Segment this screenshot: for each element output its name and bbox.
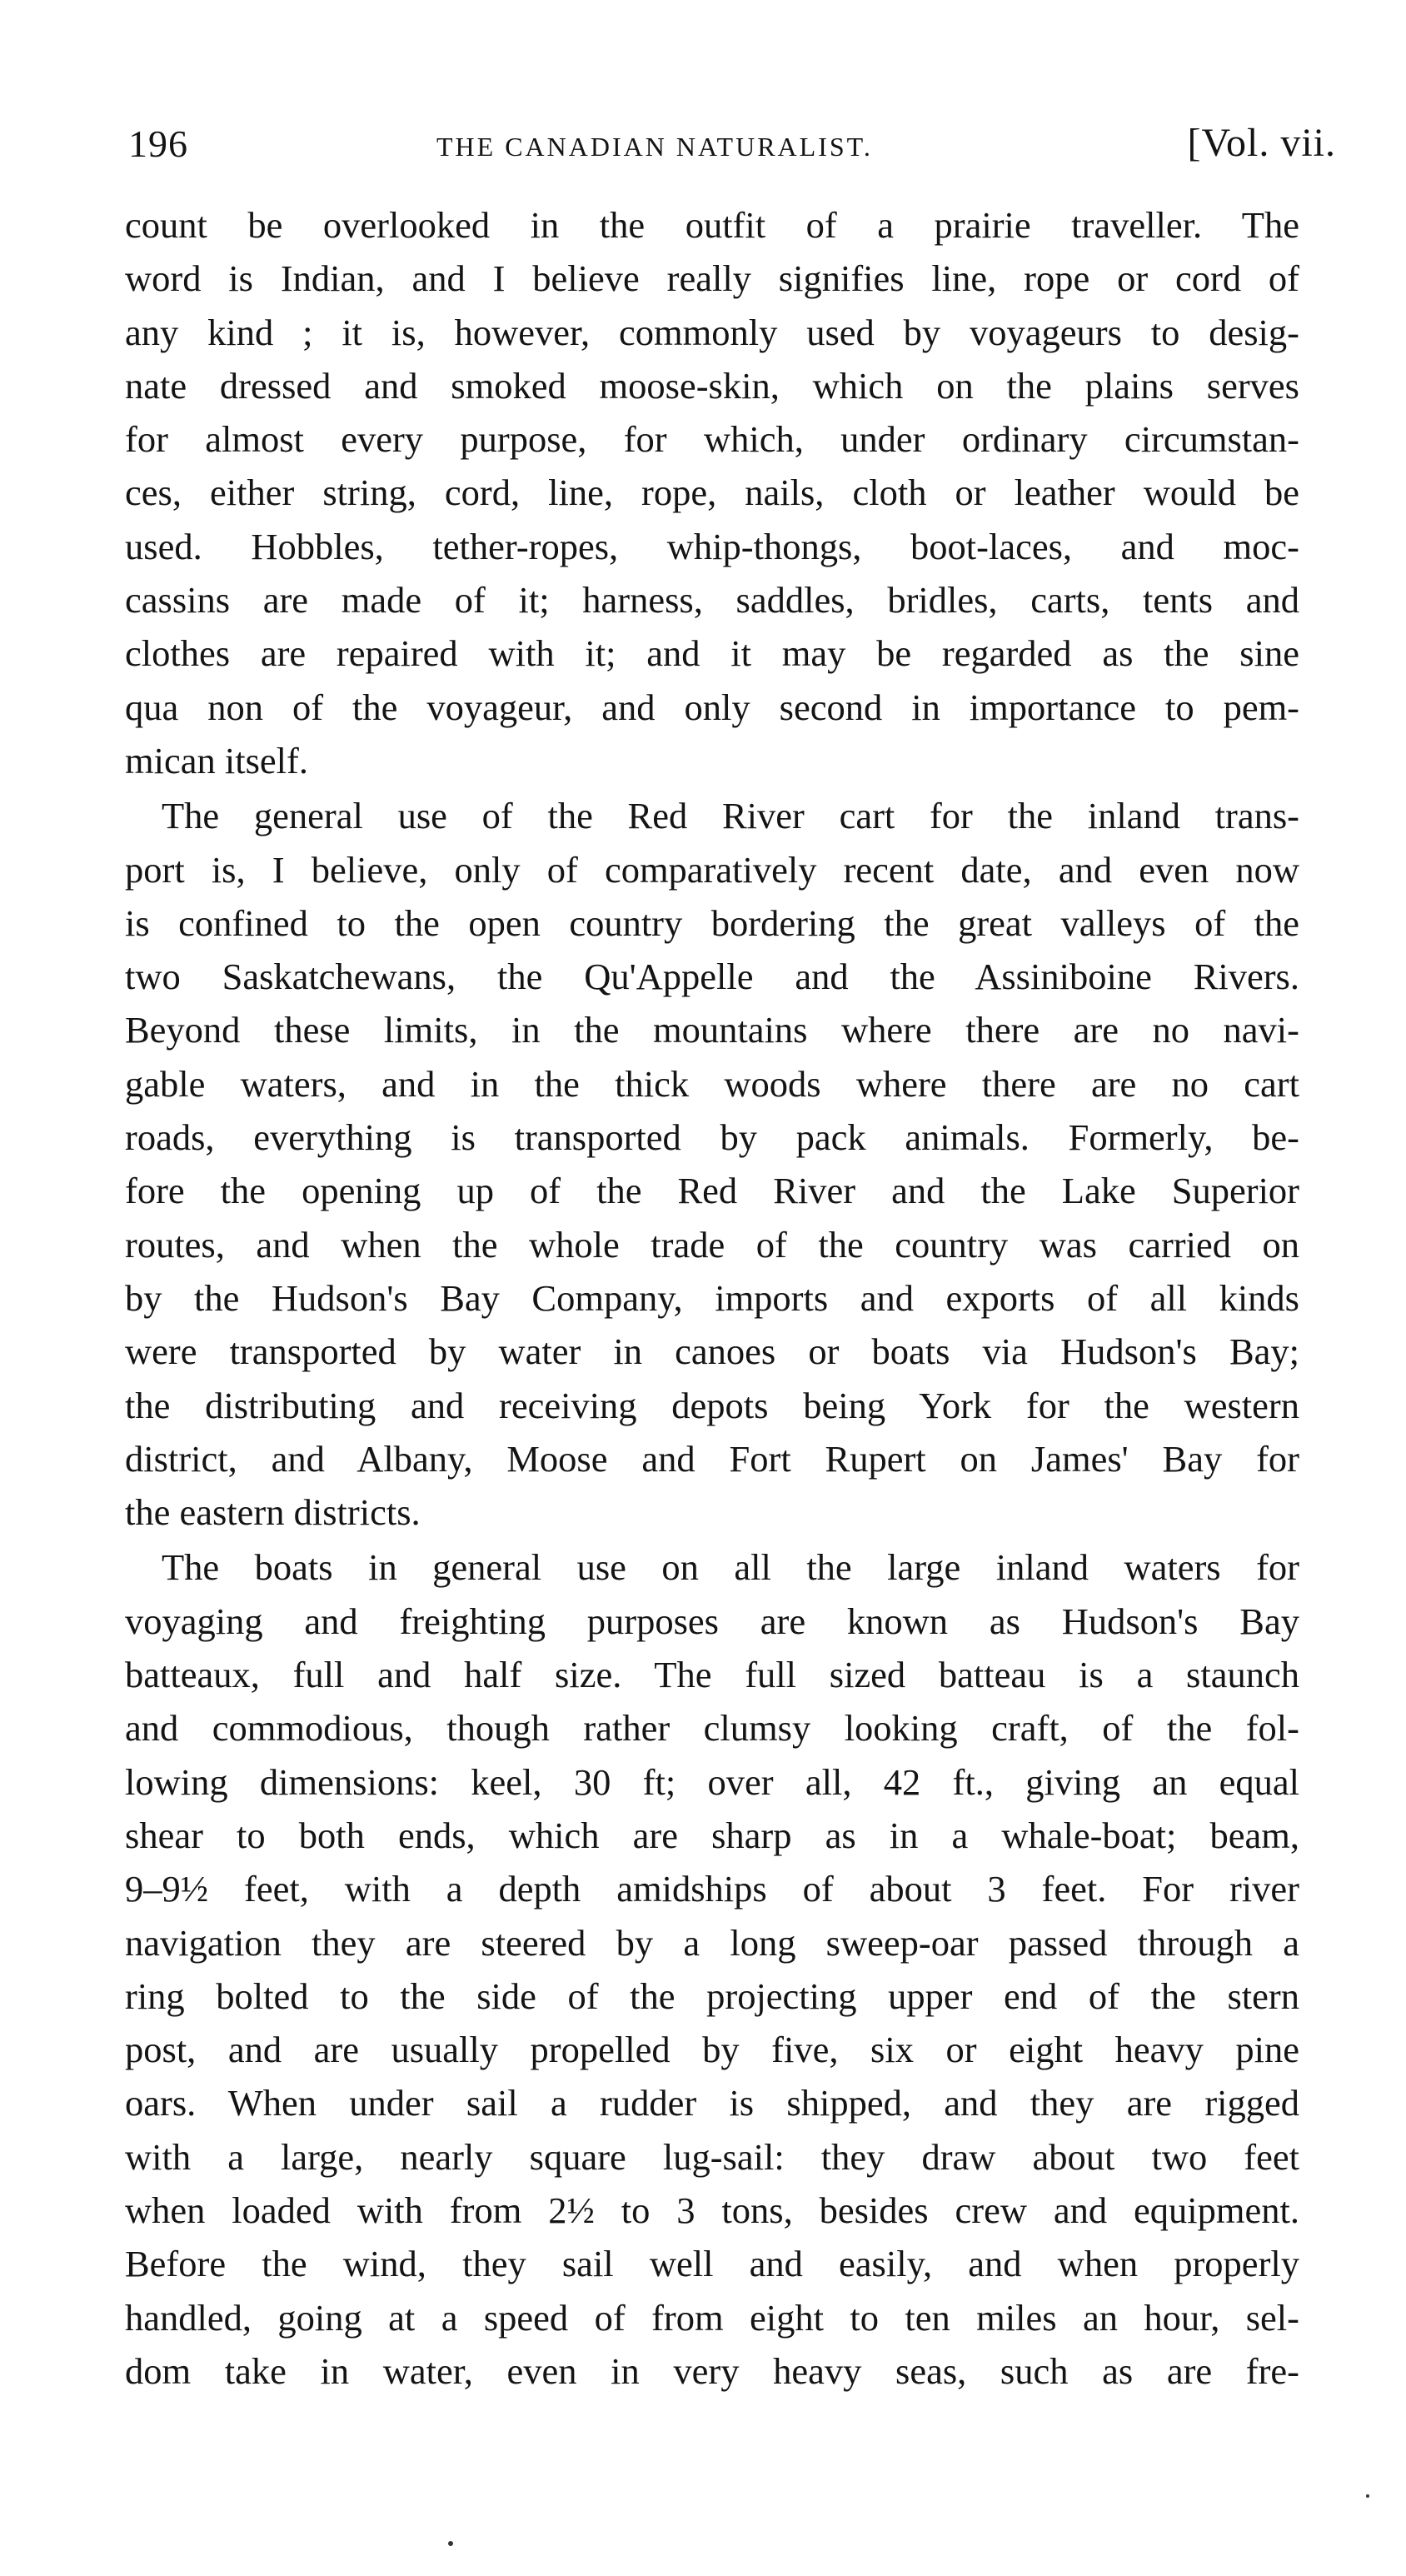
text-line: is confined to the open country bordering the great valleys of the <box>125 901 1299 944</box>
text-line: mican itself. <box>125 739 308 781</box>
text-line: two Saskatchewans, the Qu'Appelle and the Assiniboine Rivers. <box>125 956 1299 998</box>
scan-speck <box>1366 2494 1369 2498</box>
text-line: cassins are made of it; harness, saddles, bridles, carts, tents and <box>125 579 1299 622</box>
text-line: clothes are repaired with it; and it may be regarded as the sine <box>125 632 1299 675</box>
text-line: oars. When under sail a rudder is shipped, and they are rigged <box>125 2082 1299 2124</box>
text-line: roads, everything is transported by pack animals. Formerly, be- <box>125 1116 1299 1159</box>
text-line: nate dressed and smoked moose-skin, which on the plains serves <box>125 364 1299 407</box>
text-line: dom take in water, even in very heavy seas, such as are fre- <box>125 2349 1299 2392</box>
text-line: port is, I believe, only of comparatively recent date, and even now <box>125 848 1299 891</box>
text-line: when loaded with from 2½ to 3 tons, besides crew and equipment. <box>125 2189 1299 2231</box>
text-line: post, and are usually propelled by five, six or eight heavy pine <box>125 2029 1299 2071</box>
text-line: for almost every purpose, for which, under ordinary circumstan- <box>125 418 1299 461</box>
text-line: navigation they are steered by a long sweep-oar passed through a <box>125 1921 1299 1964</box>
text-line: ring bolted to the side of the projecting upper end of the stern <box>125 1974 1299 2017</box>
page-number: 196 <box>128 122 188 165</box>
text-line: shear to both ends, which are sharp as in a whale-boat; beam, <box>125 1814 1299 1856</box>
text-line: gable waters, and in the thick woods where there are no cart <box>125 1062 1299 1105</box>
text-line: count be overlooked in the outfit of a prairie traveller. The <box>125 204 1299 246</box>
text-line: qua non of the voyageur, and only second in importance to pem- <box>125 686 1299 728</box>
text-line: batteaux, full and half size. The full sized batteau is a staunch <box>125 1654 1299 1696</box>
text-line: word is Indian, and I believe really signifies line, rope or cord of <box>125 257 1299 300</box>
scan-speck <box>448 2541 453 2546</box>
text-line: The general use of the Red River cart for the inland trans- <box>162 795 1299 837</box>
text-line: Beyond these limits, in the mountains where there are no navi- <box>125 1009 1299 1051</box>
text-line: any kind ; it is, however, commonly used by voyageurs to desig- <box>125 311 1299 353</box>
text-line: lowing dimensions: keel, 30 ft; over all, 42 ft., giving an equal <box>125 1760 1299 1803</box>
text-line: were transported by water in canoes or boats via Hudson's Bay; <box>125 1330 1299 1373</box>
text-line: The boats in general use on all the large inland waters for <box>162 1546 1299 1589</box>
text-line: 9–9½ feet, with a depth amidships of about 3 feet. For river <box>125 1868 1299 1910</box>
text-line: and commodious, though rather clumsy looking craft, of the fol- <box>125 1707 1299 1750</box>
running-head <box>128 113 1353 180</box>
text-line: ces, either string, cord, line, rope, nails, cloth or leather would be <box>125 472 1299 514</box>
paragraph-3 <box>125 1540 1299 2398</box>
text-line: with a large, nearly square lug-sail: they draw about two feet <box>125 2135 1299 2178</box>
text-line: routes, and when the whole trade of the country was carried on <box>125 1223 1299 1266</box>
body-text <box>125 198 1299 2398</box>
volume-label: [Vol. vii. <box>1187 121 1336 165</box>
text-line: fore the opening up of the Red River and the Lake Superior <box>125 1170 1299 1212</box>
text-line: voyaging and freighting purposes are known as Hudson's Bay <box>125 1600 1299 1642</box>
text-line: the distributing and receiving depots being York for the western <box>125 1384 1299 1426</box>
paragraph-2 <box>125 789 1299 1539</box>
text-line: used. Hobbles, tether-ropes, whip-thongs, boot-laces, and moc- <box>125 525 1299 567</box>
text-line: by the Hudson's Bay Company, imports and exports of all kinds <box>125 1276 1299 1319</box>
text-line: district, and Albany, Moose and Fort Rupert on James' Bay for <box>125 1437 1299 1480</box>
text-line: handled, going at a speed of from eight to ten miles an hour, sel- <box>125 2296 1299 2339</box>
text-line: Before the wind, they sail well and easily, and when properly <box>125 2243 1299 2285</box>
journal-title: THE CANADIAN NATURALIST. <box>436 132 873 162</box>
text-line: the eastern districts. <box>125 1491 421 1534</box>
paragraph-1 <box>125 198 1299 787</box>
